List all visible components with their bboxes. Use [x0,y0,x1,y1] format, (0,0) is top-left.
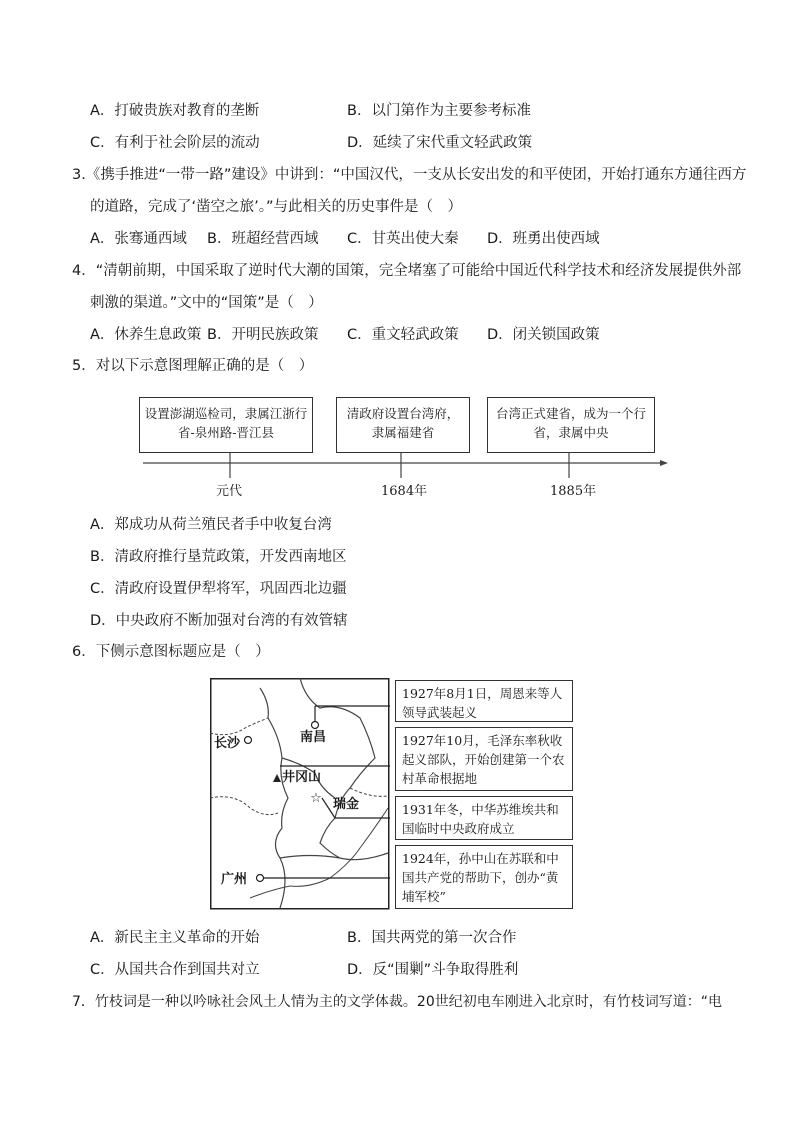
q6-option-c: C．从国共合作到国共对立 [90,962,260,978]
map-note-nanchang: 1927年8月1日，周恩来等人领导武装起义 [395,680,573,722]
map-note-jinggangshan: 1927年10月，毛泽东率秋收起义部队，开始创建第一个农村革命根据地 [395,727,573,791]
q4-option-b: B．开明民族政策 [207,327,319,343]
q4-option-a: A．休养生息政策 [90,327,202,343]
timeline-box-1885: 台湾正式建省，成为一个行省，隶属中央 [487,397,655,453]
timeline-tick-1684: 1684年 [381,484,428,499]
map-label-guangzhou: 广州 [221,872,248,887]
q4-stem-line2: 刺激的渠道。”文中的“国策”是（ ） [90,295,323,311]
q3-option-d: D．班勇出使西域 [487,231,600,247]
q4-stem-line1: 4．“清朝前期，中国采取了逆时代大潮的国策，完全堵塞了可能给中国近代科学技术和经济发展提供外部 [72,263,742,279]
q6-option-a: A．新民主主义革命的开始 [90,930,260,946]
q6-option-b: B．国共两党的第一次合作 [347,930,517,946]
timeline-box-1684: 清政府设置台湾府，隶属福建省 [336,397,470,453]
svg-text:☆: ☆ [310,791,322,806]
q3-option-a: A．张骞通西域 [90,231,187,247]
q5-option-c: C．清政府设置伊犁将军，巩固西北边疆 [90,581,347,597]
q4-option-d: D．闭关锁国政策 [487,327,600,343]
q5-option-b: B．清政府推行垦荒政策，开发西南地区 [90,549,347,565]
timeline-tick-1885: 1885年 [550,484,597,499]
map-label-ruijin: 瑞金 [333,797,360,812]
map-label-changsha: 长沙 [214,736,241,751]
q5-option-a: A．郑成功从荷兰殖民者手中收复台湾 [90,517,332,533]
timeline-tick-yuan: 元代 [216,484,243,499]
map-label-jinggangshan: 井冈山 [282,770,322,785]
q3-option-b: B．班超经营西域 [207,231,319,247]
map-note-ruijin: 1931年冬，中华苏维埃共和国临时中央政府成立 [395,796,573,840]
timeline-axis [0,0,794,500]
q4-option-c: C．重文轻武政策 [347,327,459,343]
q5-stem: 5．对以下示意图理解正确的是（ ） [72,358,314,374]
q5-option-d: D．中央政府不断加强对台湾的有效管辖 [90,613,348,629]
q3-option-c: C．甘英出使大秦 [347,231,459,247]
q3-stem-line2: 的道路，完成了‘凿空之旅’。”与此相关的历史事件是（ ） [90,199,462,215]
q6-stem: 6．下侧示意图标题应是（ ） [72,644,270,660]
q2-option-d: D．延续了宋代重文轻武政策 [347,135,533,151]
map-note-guangzhou: 1924年，孙中山在苏联和中国共产党的帮助下，创办“黄埔军校” [395,845,573,909]
q2-option-c: C．有利于社会阶层的流动 [90,135,260,151]
map-label-nanchang: 南昌 [300,730,327,745]
timeline-box-yuan: 设置澎湖巡检司，隶属江浙行省-泉州路-晋江县 [139,397,313,453]
q6-option-d: D．反“围剿”斗争取得胜利 [347,962,519,978]
q7-stem-line1: 7．竹枝词是一种以吟咏社会风土人情为主的文学体裁。20世纪初电车刚进入北京时，有竹枝词写道：“电 [72,994,722,1010]
q3-stem-line1: 3.《携手推进“一带一路”建设》中讲到：“中国汉代，一支从长安出发的和平使团，开始打通东方通往西方 [72,167,747,183]
q2-option-b: B．以门第作为主要参考标准 [347,103,531,119]
q2-option-a: A．打破贵族对教育的垄断 [90,103,260,119]
